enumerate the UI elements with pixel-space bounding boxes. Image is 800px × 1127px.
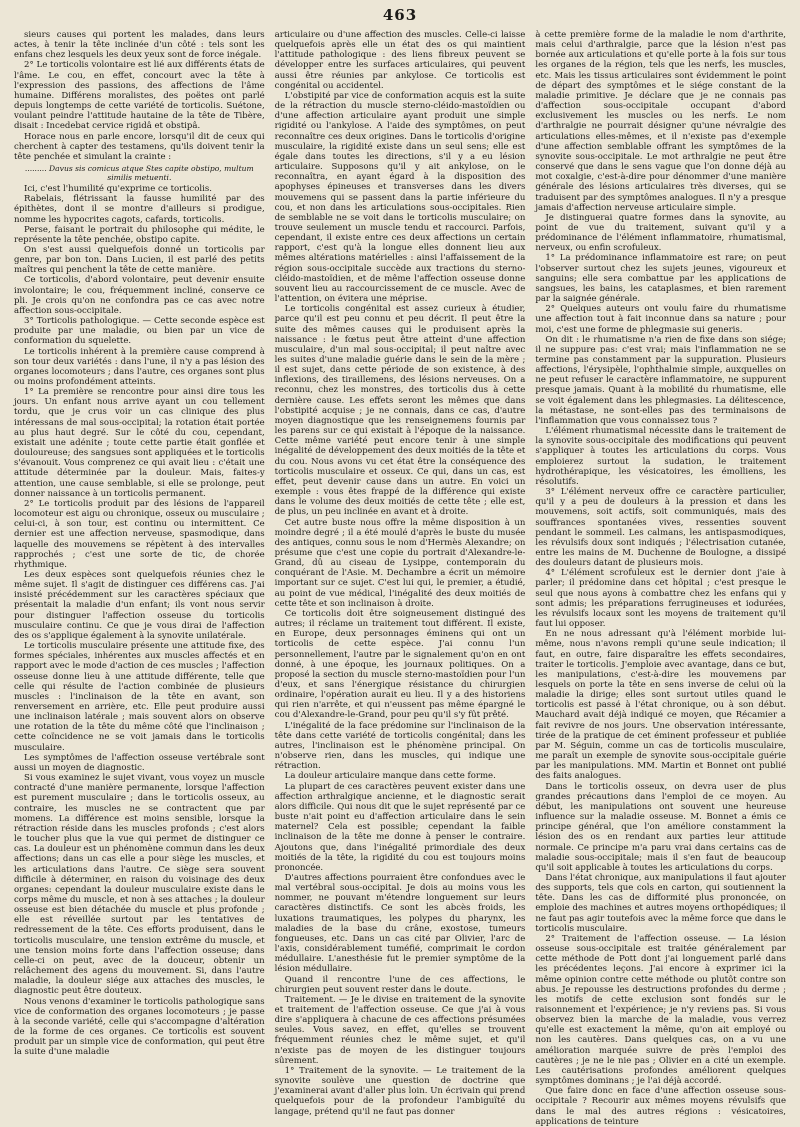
column-left (14, 30, 265, 1110)
paragraph: D'autres affections pourraient être confondues avec le mal vertébral sous-occipital. Je dois au moins vous les nommer, ne pouvant m'étendre longuement sur leurs caractères distinctifs. Ce sont les abcès froids, les luxations traumatiques, les polypes du pharynx, les maladies de la base du crâne, exostose, tumeurs fongueuses, etc. Dans un cas cité par Olivier, l'arc de l'axis, considérablement tuméfié, comprimait le cordon médullaire. L'anesthésie fut le premier symptôme de la lésion médullaire. (274, 872, 526, 975)
column-middle (274, 30, 526, 1117)
paragraph: Ce torticolis, d'abord volontaire, peut devenir ensuite involontaire; le cou, fréquemment incliné, conserve ce pli. Je crois qu'on ne confondra pas ce cas avec notre affection sous-occipitale. (14, 275, 265, 316)
paragraph: Dans le torticolis osseux, on devra user de plus grandes précautions dans l'emploi de ce moyen. Au début, les manipulations ont souvent une heureuse influence sur la maladie osseuse. M. Bonnet a émis ce principe général, que l'on améliore constamment la lésion des os en rendant aux parties leur attitude normale. Ce principe m'a paru vrai dans certains cas de maladie sous-occipitale; mais il s'en faut de beaucoup qu'il soit applicable à toutes les articulations du corps. (535, 781, 787, 873)
paragraph: 2° Le torticolis produit par des lésions de l'appareil locomoteur est aigu ou chronique, osseux ou musculaire ; celui-ci, à son tour, est continu ou intermittent. Ce dernier est une affection nerveuse, spasmodique, dans laquelle des mouvemens se répètent à des intervalles rapprochés ; c'est une sorte de tic, de chorée rhythmique. (14, 498, 265, 570)
paragraph: 3° Torticolis pathologique. — Cette seconde espèce est produite par une maladie, ou bien par un vice de conformation du squelette. (14, 316, 265, 347)
paragraph: L'inégalité de la face prédomine sur l'inclinaison de la tête dans cette variété de torticolis congénital; dans les autres, l'inclinaison est le phénomène principal. On n'observe rien, dans les muscles, qui indique une rétraction. (274, 720, 526, 772)
paragraph: à cette première forme de la maladie le nom d'arthrite, mais celui d'arthralgie, parce que la lésion n'est pas bornée aux articulations et qu'elle porte à la fois sur tous les organes de la région, tels que les nerfs, les muscles, etc. Mais les tissus articulaires sont évidemment le point de départ des symptômes et le siége constant de la maladie primitive. Je déclare que je ne connais pas d'affection sous-occipitale occupant d'abord exclusivement les muscles ou les nerfs. Le nom d'arthralgie ne pourrait désigner qu'une névralgie des articulations elles-mêmes, et il n'existe pas d'exemple d'une affection semblable offrant les symptômes de la synovite sous-occipitale. Le mot arthralgie ne peut être conservé que dans le sens vague que l'on donne déjà au mot coxalgie, c'est-à-dire pour dénommer d'une manière générale des lésions articulaires très diverses, qui se traduisent par des symptômes analogues. Il n'y a presque jamais d'affection nerveuse articulaire simple. (535, 30, 787, 213)
paragraph: Ce torticolis doit être soigneusement distingué des autres; il réclame un traitement tout différent. Il existe, en Europe, deux personnages éminens qui ont un torticolis de cette espèce. J'ai connu l'un personnellement, l'autre par le signalement qu'on en ont donné, à une époque, les journaux politiques. On a proposé la section du muscle sterno-mastoïdien pour l'un d'eux, et sans l'énergique résistance du chirurgien ordinaire, l'opération aurait eu lieu. Il y a des historiens qui rien n'arrête, et qui n'eussent pas même épargné le cou d'Alexandre-le-Grand, pour peu qu'il s'y fût prêté. (274, 608, 526, 721)
paragraph: Je distinguerai quatre formes dans la synovite, au point de vue du traitement, suivant qu'il y a prédominance de l'élément inflammatoire, rhumatismal, nerveux, ou enfin scrofuleux. (535, 212, 787, 254)
paragraph: En ne nous adressant qu'à l'élément morbide lui-même, nous n'avons rempli qu'une seule indication; il faut, en outre, faire disparaître les effets secondaires, traiter le torticolis. J'emploie avec avantage, dans ce but, les manipulations, c'est-à-dire les mouvemens par lesquels on porte la tête en sens inverse de celui où la maladie la dirige; elles sont surtout utiles quand le torticolis est passé à l'état chronique, ou à son début. Mauchard avait déjà indiqué ce moyen, que Récamier a fait revivre de nos jours. Une observation intéressante, tirée de la pratique de cet éminent professeur et publiée par M. Séguin, comme un cas de torticolis musculaire, me paraît un exemple de synovite sous-occipitale guérie par les manipulations. MM. Martin et Bonnet ont publié des faits analogues. (535, 629, 787, 782)
paragraph: On s'est aussi quelquefois donné un torticolis par genre, par bon ton. Dans Lucien, il est parlé des petits maîtres qui penchent la tête de cette manière. (14, 244, 265, 276)
paragraph: ......... Davus sis comicus atque Stes capite obstipo, multum similis metuenti. (24, 164, 254, 183)
paragraph: Le torticolis congénital est assez curieux à étudier, parce qu'il est peu connu et peu décrit. Il peut être la suite des mêmes causes qui le produisent après la naissance : le fœtus peut être atteint d'une affection musculaire, d'un mal sous-occipital; il peut naître avec les suites d'une maladie guérie dans le sein de la mère ; il est sujet, dans cette période de son existence, à des inflexions, des tiraillemens, des lésions nerveuses. On a reconnu, chez les monstres, des torticolis dus à cette dernière cause. Les effets seront les mêmes que dans l'obstipité acquise ; je ne connais, dans ce cas, d'autre moyen diagnostique que les renseignemens fournis par les parens sur ce qui existait à l'époque de la naissance. Cette même variété peut encore tenir à une simple inégalité de développement des deux moitiés de la tête et du cou. Nous avons vu cet état être la conséquence des torticolis musculaire et osseux. Ce qui, dans un cas, est effet, peut devenir cause dans un autre. En voici un exemple : vous êtes frappé de la différence qui existe dans le volume des deux moitiés de cette tête ; elle est, de plus, un peu inclinée en avant et à droite. (274, 304, 526, 518)
paragraph: Les deux espèces sont quelquefois réunies chez le même sujet. Il s'agit de distinguer ces différens cas. J'ai insisté précédemment sur les caractères spéciaux que présentait la maladie d'un enfant; ils vont nous servir pour distinguer l'affection osseuse du torticolis musculaire continu. Ce que je vous dirai de l'affection des os s'applique également à la synovite unilatérale. (14, 569, 265, 641)
paragraph: Le torticolis inhérent à la première cause comprend à son tour deux variétés : dans l'une, il n'y a pas lésion des organes locomoteurs ; dans l'autre, ces organes sont plus ou moins profondément atteints. (14, 346, 265, 387)
paragraph: L'obstipité par vice de conformation acquis est la suite de la rétraction du muscle sterno-cléido-mastoïdien ou d'une affection articulaire ayant produit une simple rigidité ou l'ankylose. A l'aide des symptômes, on peut reconnaître ces deux origines. Dans le torticolis d'origine musculaire, la rigidité existe dans un seul sens; elle est égale dans toutes les directions, s'il y a eu lésion articulaire. Supposons qu'il y ait ankylose, on le reconnaîtra, en ayant égard à la disposition des apophyses épineuses et transverses dans les divers mouvemens qui se passent dans la partie inférieure du cou, et non dans les articulations sous-occipitales. Rien de semblable ne se voit dans le torticolis musculaire; on trouve seulement un muscle tendu et raccourci. Parfois, cependant, il existe entre ces deux affections un certain rapport, c'est qu'à la longue elles donnent lieu aux mêmes altérations matérielles : ainsi l'affaissement de la région sous-occipitale succède aux tractions du sterno-cléido-mastoïdien, et de même l'affection osseuse donne souvent lieu au raccourcissement de ce muscle. Avec de l'attention, on évitera une méprise. (274, 90, 526, 305)
paragraph: Horace nous en parle encore, lorsqu'il dit de ceux qui cherchent à capter des testamens, qu'ils doivent tenir la tête penchée et simulant la crainte : (14, 131, 265, 162)
paragraph: 2° Le torticolis volontaire est lié aux différents états de l'âme. Le cou, en effet, concourt avec la tête à l'expression des passions, des affections de l'âme humaine. Différens moralistes, des poëtes ont parlé depuis longtemps de cette variété de torticolis. Suétone, voulant peindre l'attitude hautaine de la tête de Tibère, disait : Incedebat cervice rigidâ et obstipâ. (14, 60, 265, 132)
paragraph: Traitement. — Je le divise en traitement de la synovite et traitement de l'affection osseuse. Ce que j'ai à vous dire s'appliquera à chacune de ces affections présumées seules. Vous savez, en effet, qu'elles se trouvent fréquemment réunies chez le même sujet, et qu'il n'existe pas de moyen de les distinguer toujours sûrement. (274, 994, 526, 1066)
paragraph: Le torticolis musculaire présente une attitude fixe, des formes spéciales, inhérentes aux muscles affectés et en rapport avec le mode d'action de ces muscles ; l'affection osseuse donne lieu à une attitude différente, telle que celle qui résulte de l'action combinée de plusieurs muscles : l'inclinaison de la tête en avant, son renversement en arrière, etc. Elle peut produire aussi une inclinaison latérale ; mais souvent alors on observe une rotation de la tête du même côté que l'inclinaison ; cette coïncidence ne se voit jamais dans le torticolis musculaire. (14, 641, 265, 753)
paragraph: Quand il rencontre l'une de ces affections, le chirurgien peut souvent rester dans le doute. (274, 974, 526, 995)
paragraph: La plupart de ces caractères peuvent exister dans une affection arthralgique ancienne, et le diagnostic serait alors difficile. Qui nous dit que le sujet représenté par ce buste n'ait point eu d'affection articulaire dans le sein maternel? Cela est possible; cependant la faible inclinaison de la tête me donne à penser le contraire. Ajoutons que, dans l'inégalité primordiale des deux moitiés de la tête, la rigidité du cou est toujours moins prononcée. (274, 781, 526, 873)
paragraph: Si vous examinez le sujet vivant, vous voyez un muscle contracté d'une manière permanente, lorsque l'affection est purement musculaire ; dans le torticolis osseux, au contraire, les muscles ne se contractent que par momens. La différence est moins sensible, lorsque la rétraction réside dans les muscles profonds ; c'est alors le toucher plus que la vue qui permet de distinguer ce cas. La douleur est un phénomène commun dans les deux affections; dans un cas elle a pour siège les muscles, et les articulations dans l'autre. Ce siège sera souvent difficile à déterminer, en raison du voisinage des deux organes: cependant la douleur musculaire existe dans le corps même du muscle, et non à ses attaches ; la douleur osseuse est bien détachée du muscle et plus profonde ; elle est réveillée surtout par les tentatives de redressement de la tête. Ces efforts produisent, dans le torticolis musculaire, une tension extrême du muscle, et une tension moins forte dans l'affection osseuse; dans celle-ci on peut, avec de la douceur, obtenir un relâchement des agens du mouvement. Si, dans l'autre maladie, la douleur siége aux attaches des muscles, le diagnostic peut être douteux. (14, 773, 265, 997)
paragraph: La douleur articulaire manque dans cette forme. (284, 771, 496, 782)
paragraph: 4° L'élément scrofuleux est le dernier dont j'aie à parler; il prédomine dans cet hôpital ; c'est presque le seul que nous ayons à combattre chez les enfans qui y sont admis; les préparations ferrugineuses et iodurées, les révulsifs locaux sont les moyens de traitement qu'il faut lui opposer. (535, 568, 787, 630)
text-columns (14, 30, 787, 1127)
paragraph: 1° La prédominance inflammatoire est rare; on peut l'observer surtout chez les sujets jeunes, vigoureux et sanguins; elle sera combattue par les applications de sangsues, les bains, les cataplasmes, et bien rarement par la saignée générale. (535, 253, 787, 305)
paragraph: articulaire ou d'une affection des muscles. Celle-ci laisse quelquefois après elle un état des os qui maintient l'attitude pathologique : des liens fibreux peuvent se développer entre les surfaces articulaires, qui peuvent aussi être réunies par ankylose. Ce torticolis est congénital ou accidentel. (274, 30, 526, 91)
paragraph: 1° La première se rencontre pour ainsi dire tous les jours. Un enfant nous arrive ayant un cou tellement tordu, que je crus voir un cas clinique des plus intéressans de mal sous-occipital; la rotation était portée au plus haut degré. Sur le côté du cou, cependant, existait une adénite ; toute cette partie était gonflée et douloureuse; des sangsues sont appliquées et le torticolis s'évanouit. Vous comprenez ce qui avait lieu : c'était une attitude déterminée par la douleur. Mais, faites-y attention, une cause semblable, si elle se prolonge, peut donner naissance à un torticolis permanent. (14, 387, 265, 499)
paragraph: Cet autre buste nous offre la même disposition à un moindre degré ; il a été moulé d'après le buste du musée des antiques, connu sous le nom d'Hermès Alexandre; on présume que c'est une copie du portrait d'Alexandre-le-Grand, dû au ciseau de Lysippe, contemporain du conquérant de l'Asie. M. Dechambre a écrit un mémoire important sur ce sujet. C'est lui qui, le premier, a étudié, au point de vue médical, l'inégalité des deux moitiés de cette tête et son inclinaison à droite. (274, 517, 526, 609)
paragraph: L'élément rhumatismal nécessite dans le traitement de la synovite sous-occipitale des modifications qui peuvent s'appliquer à toutes les articulations du corps. Vous emploierez surtout la sudation, le traitement hydrothérapique, les vésicatoires, les émolliens, les résolutifs. (535, 426, 787, 487)
paragraph: Les symptômes de l'affection osseuse vertébrale sont aussi un moyen de diagnostic. (14, 752, 265, 773)
paragraph: On dit : le rhumatisme n'a rien de fixe dans son siége; il ne suppure pas: c'est vrai; mais l'inflammation ne se termine pas constamment par la suppuration. Plusieurs affections, l'érysipèle, l'ophthalmie simple, auxquelles on ne peut refuser le caractère inflammatoire, ne suppurent presque jamais. Quant à la mobilité du rhumatisme, elle se voit également dans les phlegmasies. La délitescence, la métastase, ne sont-elles pas des terminaisons de l'inflammation que vous connaissez tous ? (535, 334, 787, 426)
paragraph: Nous venons d'examiner le torticolis pathologique sans vice de conformation des organes locomoteurs ; je passe à la seconde variété, celle qui s'accompagne d'altération de la forme de ces organes. Ce torticolis est souvent produit par un simple vice de conformation, qui peut être la suite d'une maladie (14, 996, 265, 1058)
paragraph: 2° Traitement de l'affection osseuse. — La lésion osseuse sous-occipitale est traitée généralement par cette méthode de Pott dont j'ai longuement parlé dans les précédentes leçons. J'ai encore à exprimer ici la même opinion contre cette méthode ou plutôt contre son abus. Je repousse les destructions profondes du derme ; les motifs de cette exclusion sont fondés sur le raisonnement et l'expérience; je n'y reviens pas. Si vous observez bien la marche de la maladie, vous verrez qu'elle est exactement la même, qu'on ait employé ou non les cautères. Dans quelques cas, on a vu une amélioration marquée suivre de près l'emploi des cautères ; je ne le nie pas ; Olivier en a cité un exemple. Les cautérisations profondes améliorent quelques symptômes dominans ; je l'ai déjà accordé. (535, 933, 787, 1087)
paragraph: Dans l'état chronique, aux manipulations il faut ajouter des supports, tels que cols en carton, qui soutiennent la tête. Dans les cas de difformité plus prononcée, on emploie des machines et autres moyens orthopédiques; il ne faut pas agir toutefois avec la même force que dans le torticolis musculaire. (535, 872, 787, 934)
paragraph: 1° Traitement de la synovite. — Le traitement de la synovite soulève une question de doctrine que j'examinerai avant d'aller plus loin. Un écrivain qui prend quelquefois pour de la profondeur l'ambiguïté du langage, prétend qu'il ne faut pas donner (274, 1065, 526, 1117)
page-number: 463 (382, 6, 418, 24)
paragraph: sieurs causes qui portent les malades, dans leurs actes, à tenir la tête inclinée d'un côté : tels sont les enfans chez lesquels les deux yeux sont de force inégale. (14, 30, 265, 61)
paragraph: Ici, c'est l'humilité qu'exprime ce torticolis. (24, 184, 212, 195)
column-right (535, 30, 787, 1127)
paragraph: Perse, faisant le portrait du philosophe qui médite, le représente la tête penchée, obstipo capite. (14, 224, 265, 245)
paragraph: 3° L'élément nerveux offre ce caractère particulier, qu'il y a peu de douleurs à la pression et dans les mouvemens, soit actifs, soit communiqués, mais des souffrances spontanées vives, ressenties souvent pendant le sommeil. Les calmans, les antispasmodiques, les révulsifs doux sont indiqués ; l'électrisation cutanée, entre les mains de M. Duchenne de Boulogne, a dissipé des douleurs datant de plusieurs mois. (535, 487, 787, 569)
paragraph: Rabelais, flétrissant la fausse humilité par des épithètes, dont il se montre d'ailleurs si prodigue, nomme les hypocrites cagots, cafards, torticolis. (14, 194, 265, 225)
paragraph: Que faire donc en face d'une affection osseuse sous-occipitale ? Recourir aux mêmes moyens révulsifs que dans le mal des autres régions : vésicatoires, applications de teinture (535, 1086, 787, 1127)
paragraph: 2° Quelques auteurs ont voulu faire du rhumatisme une affection tout à fait inconnue dans sa nature ; pour moi, c'est une forme de phlegmasie sui generis. (535, 304, 787, 335)
